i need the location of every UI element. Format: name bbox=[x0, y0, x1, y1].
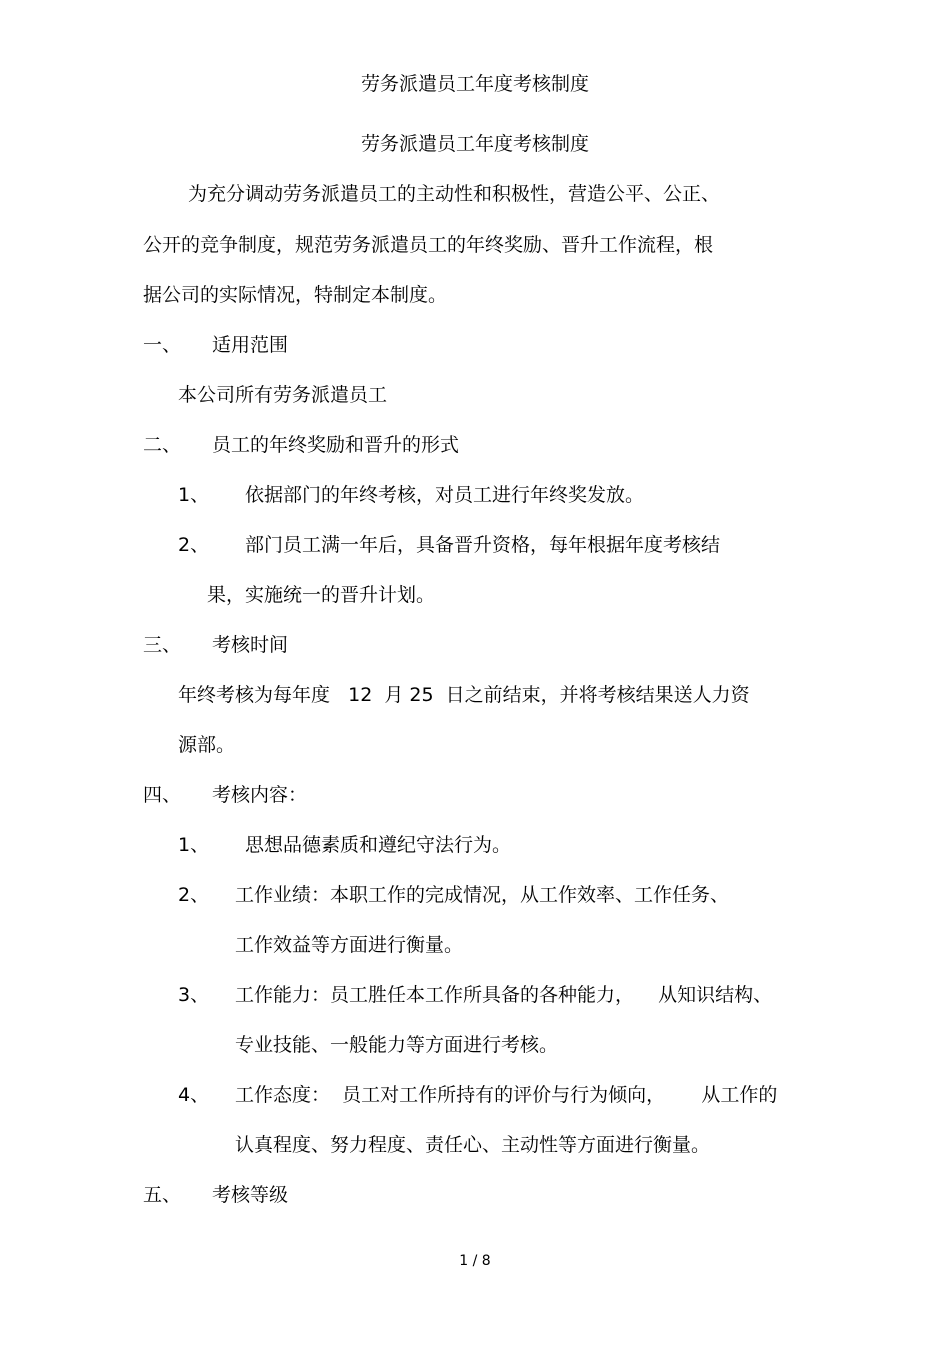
section-4-item-3-text-2: 专业技能、一般能力等方面进行考核。 bbox=[235, 1034, 559, 1056]
section-5-number: 五、 bbox=[143, 1184, 182, 1206]
section-2-item-2-text-1: 部门员工满一年后，具备晋升资格，每年根据年度考核结 bbox=[245, 534, 721, 556]
section-1-title: 适用范围 bbox=[212, 334, 289, 356]
section-4-item-2-number: 2、 bbox=[178, 884, 210, 906]
section-4-item-4-number: 4、 bbox=[178, 1084, 210, 1106]
section-4-item-1-number: 1、 bbox=[178, 834, 210, 856]
section-2-item-2-text-2: 果，实施统一的晋升计划。 bbox=[207, 584, 436, 606]
section-2-item-1-text: 依据部门的年终考核，对员工进行年终奖发放。 bbox=[245, 484, 645, 506]
intro-line-2: 公开的竞争制度，规范劳务派遣员工的年终奖励、晋升工作流程，根 bbox=[143, 234, 714, 256]
section-3-title: 考核时间 bbox=[212, 634, 289, 656]
section-2-item-1-number: 1、 bbox=[178, 484, 210, 506]
section-3-number: 三、 bbox=[143, 634, 182, 656]
section-2-item-2-number: 2、 bbox=[178, 534, 210, 556]
intro-line-1: 为充分调动劳务派遣员工的主动性和积极性，营造公平、公正、 bbox=[188, 183, 721, 205]
intro-line-3: 据公司的实际情况，特制定本制度。 bbox=[143, 284, 448, 306]
section-3-body-1: 年终考核为每年度 12 月 25 日之前结束，并将考核结果送人力资 bbox=[178, 684, 750, 706]
section-1-number: 一、 bbox=[143, 334, 182, 356]
section-4-item-3-number: 3、 bbox=[178, 984, 210, 1006]
section-4-number: 四、 bbox=[143, 784, 182, 806]
section-3-body-2: 源部。 bbox=[178, 734, 236, 756]
section-4-item-2-text-2: 工作效益等方面进行衡量。 bbox=[235, 934, 464, 956]
document-title: 劳务派遣员工年度考核制度 bbox=[360, 133, 589, 155]
section-4-title: 考核内容： bbox=[212, 784, 308, 806]
header-title: 劳务派遣员工年度考核制度 bbox=[360, 73, 589, 95]
section-4-item-3-text-1: 工作能力：员工胜任本工作所具备的各种能力， 从知识结构、 bbox=[235, 984, 773, 1006]
section-4-item-4-text-2: 认真程度、努力程度、责任心、主动性等方面进行衡量。 bbox=[235, 1134, 711, 1156]
section-4-item-4-text-1: 工作态度： 员工对工作所持有的评价与行为倾向， 从工作的 bbox=[235, 1084, 778, 1106]
page-number: 1 / 8 bbox=[459, 1253, 491, 1269]
section-1-body: 本公司所有劳务派遣员工 bbox=[178, 384, 388, 406]
section-5-title: 考核等级 bbox=[212, 1184, 289, 1206]
section-2-title: 员工的年终奖励和晋升的形式 bbox=[212, 434, 460, 456]
section-2-number: 二、 bbox=[143, 434, 182, 456]
section-4-item-2-text-1: 工作业绩：本职工作的完成情况，从工作效率、工作任务、 bbox=[235, 884, 730, 906]
section-4-item-1-text: 思想品德素质和遵纪守法行为。 bbox=[245, 834, 512, 856]
